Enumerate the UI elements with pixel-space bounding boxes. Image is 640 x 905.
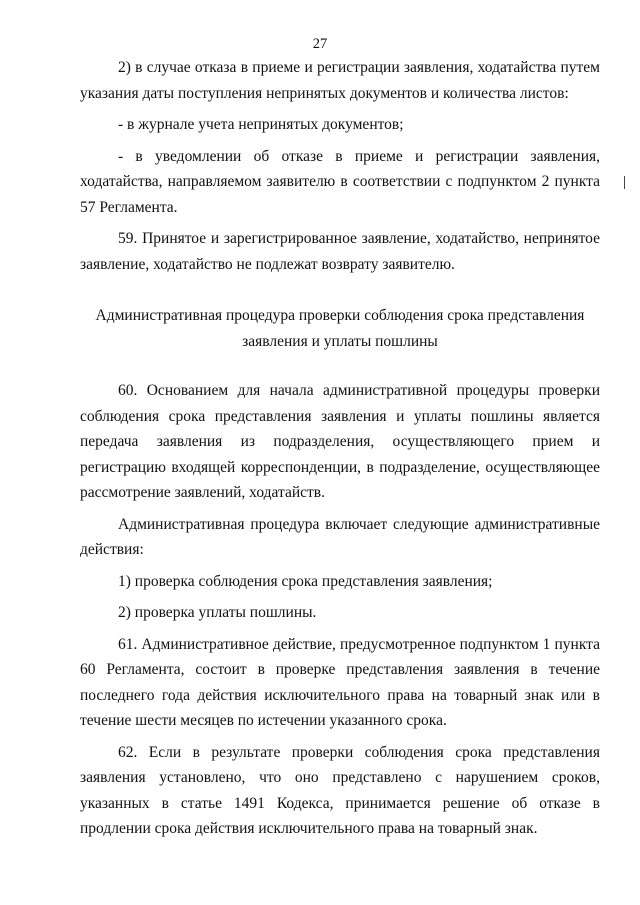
paragraph-refusal-indication: 2) в случае отказа в приеме и регистрации заявления, ходатайства путем указания даты поступления непринятых документов и количества листов:: [80, 59, 600, 102]
paragraph-62: 62. Если в результате проверки соблюдения срока представления заявления установлено, что оно представлено с нарушением сроков, указанных в статье 1491 Кодекса, принимается решение об отказе в продлении срока действия исключительного права на товарный знак.: [80, 743, 600, 837]
list-item-fee-check: 2) проверка уплаты пошлины.: [118, 604, 317, 621]
paragraph-61: 61. Административное действие, предусмотренное подпунктом 1 пункта 60 Регламента, состоит в проверке представления заявления в течение последнего года действия исключительного права на товарный знак или в течение шести месяцев по истечении указанного срока.: [80, 635, 600, 729]
scan-edge-mark: [624, 176, 625, 189]
list-item-term-check: 1) проверка соблюдения срока представления заявления;: [118, 572, 493, 590]
document-body: [80, 55, 600, 848]
list-item-notification: - в уведомлении об отказе в приеме и регистрации заявления, ходатайства, направляемом заявителю в соответствии с подпунктом 2 пункта 57 Регламента.: [80, 147, 600, 216]
list-item-journal: - в журнале учета непринятых документов;: [118, 116, 404, 133]
paragraph-60: 60. Основанием для начала административной процедуры проверки соблюдения срока представления заявления и уплаты пошлины является передача заявления из подразделения, осуществляющего прием и регистрацию входящей корреспонденции, в подразделение, осуществляющее рассмотрение заявлений, ходатайств.: [80, 382, 600, 501]
paragraph-59: 59. Принятое и зарегистрированное заявление, ходатайство, непринятое заявление, ходатайство не подлежат возврату заявителю.: [80, 230, 600, 273]
section-heading: Административная процедура проверки соблюдения срока представления заявления и уплаты пошлины: [95, 307, 585, 350]
page-number: 27: [312, 36, 328, 52]
paragraph-procedure-actions: Административная процедура включает следующие административные действия:: [80, 515, 600, 558]
